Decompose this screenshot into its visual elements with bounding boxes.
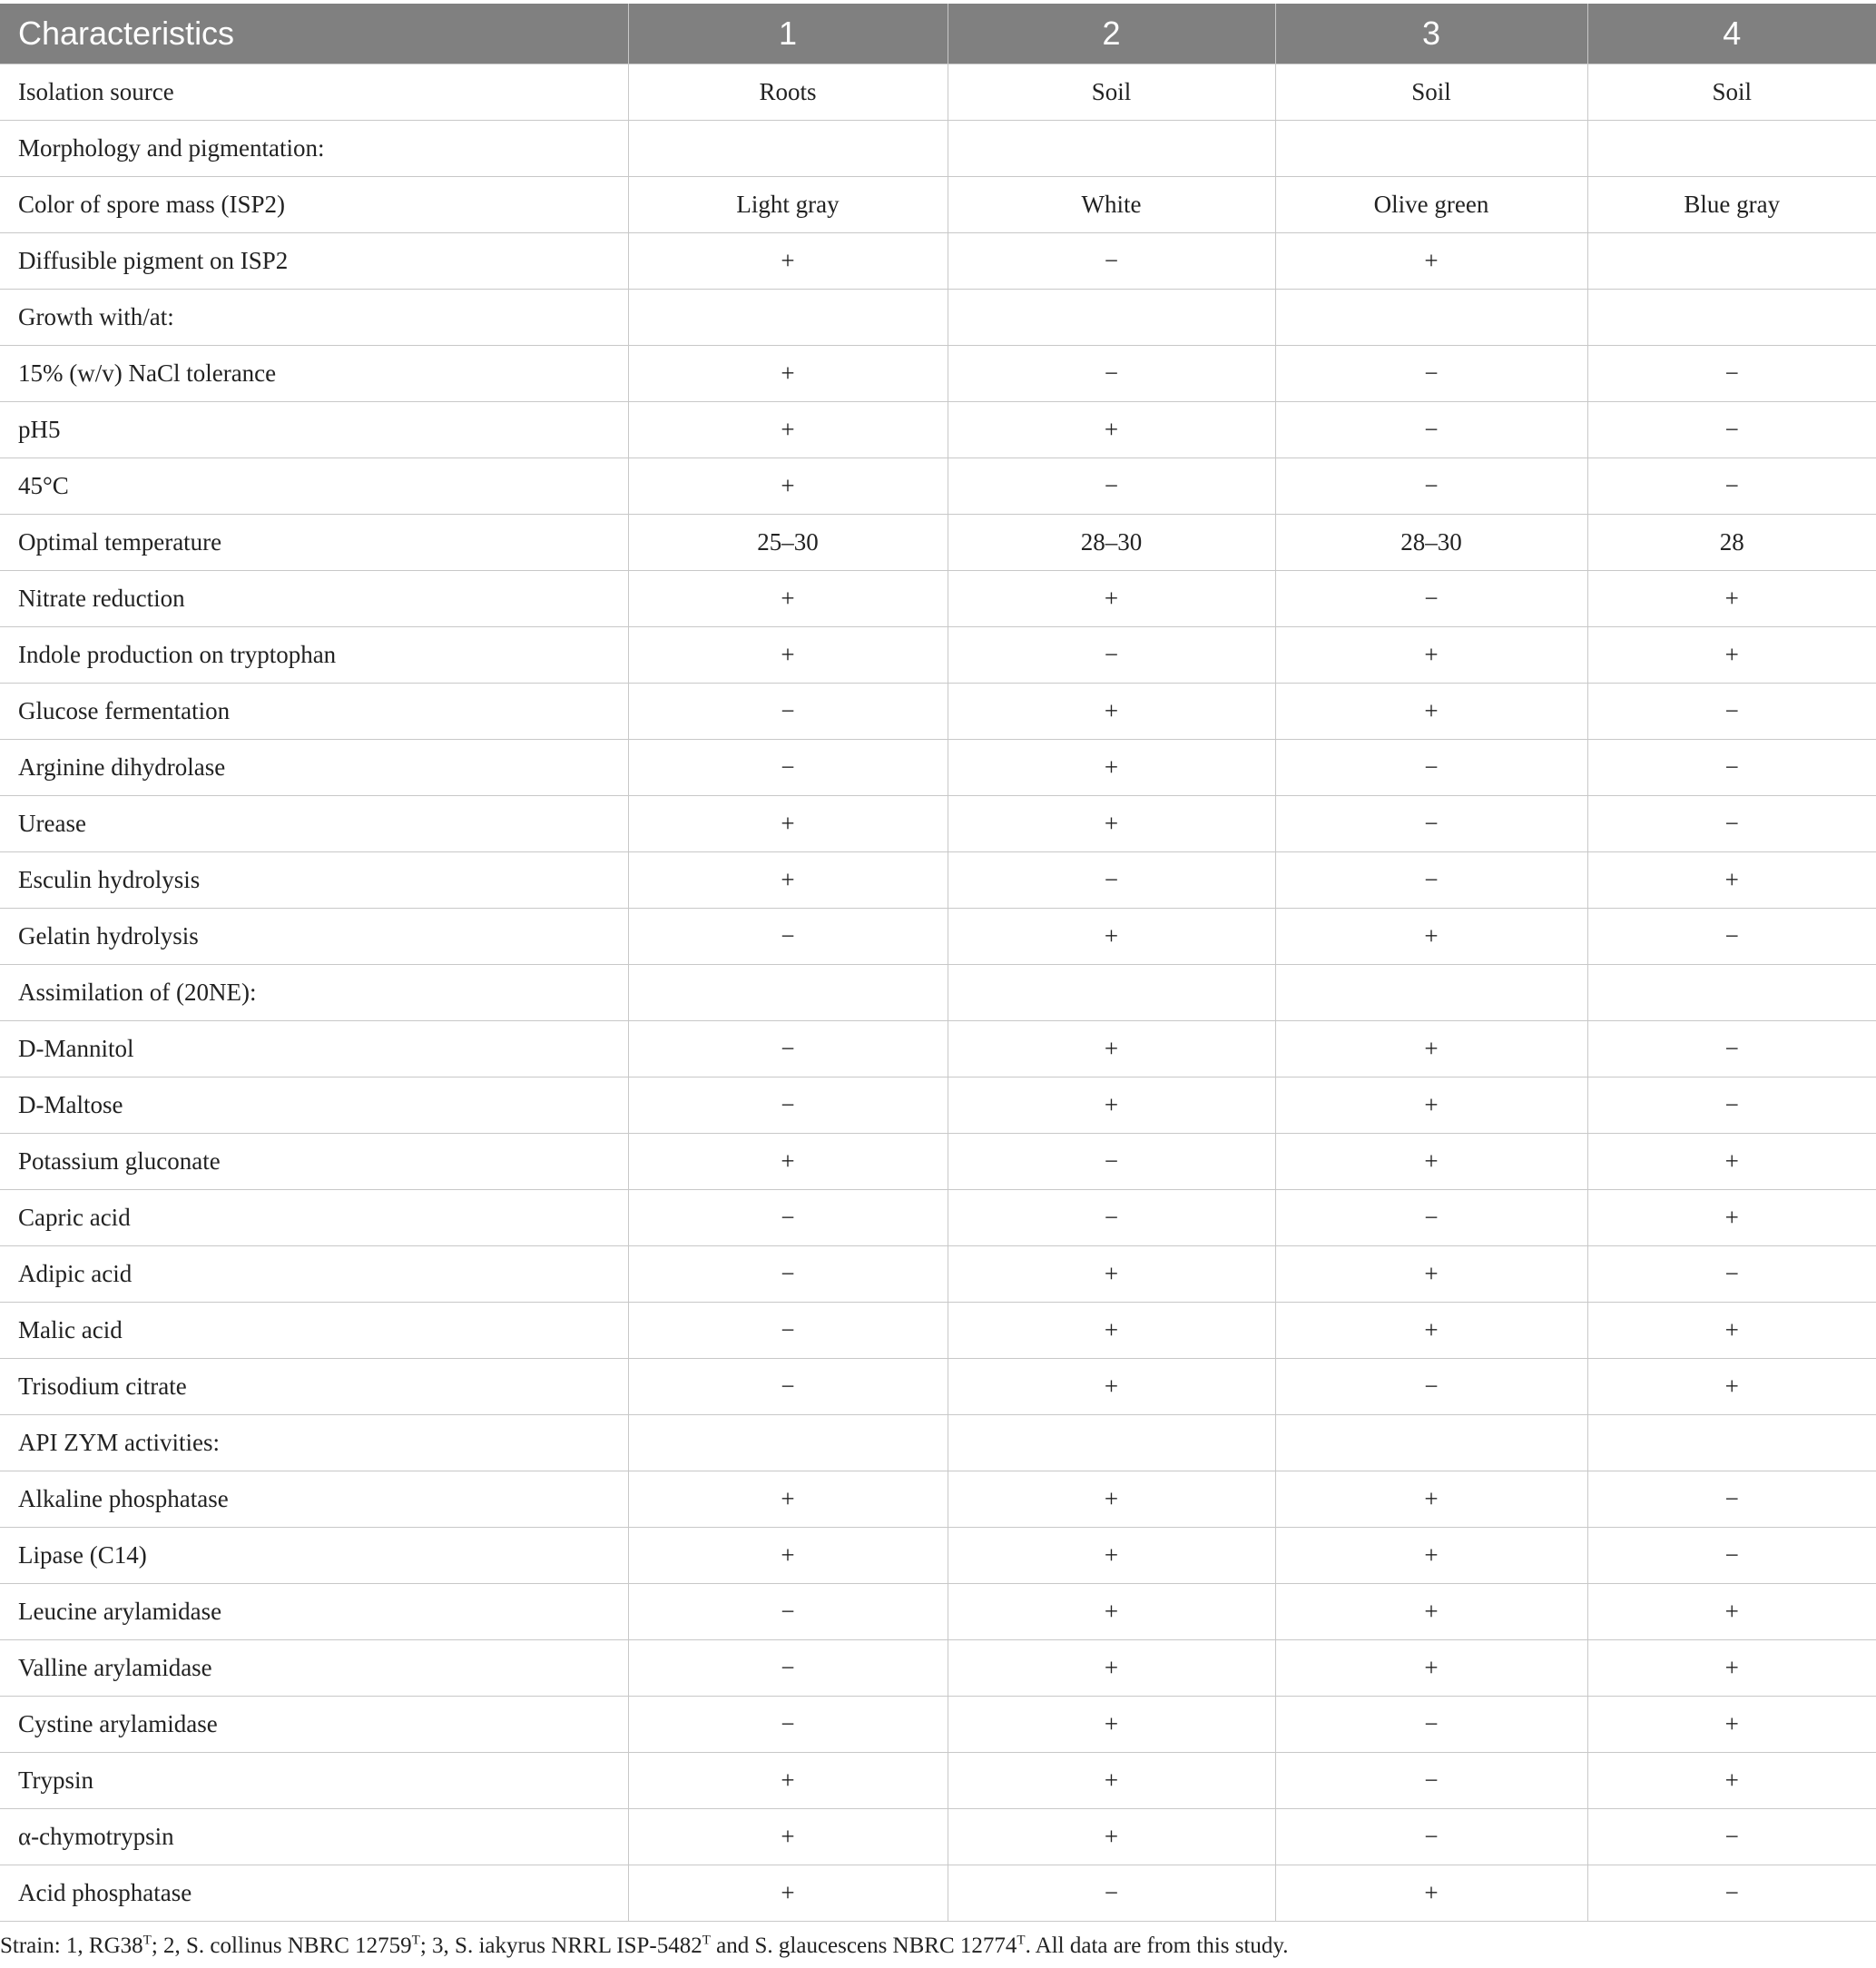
type-strain-mark: T (702, 1933, 711, 1948)
cell-strain-3: + (1275, 1246, 1587, 1303)
cell-strain-1: − (628, 1077, 948, 1134)
cell-strain-3: − (1275, 458, 1587, 515)
table-row (0, 1471, 1876, 1528)
cell-strain-4: − (1587, 1021, 1876, 1077)
table-row (0, 64, 1876, 121)
table-row (0, 1077, 1876, 1134)
cell-characteristic: Growth with/at: (0, 290, 628, 346)
cell-strain-1: − (628, 909, 948, 965)
cell-strain-2: Soil (948, 64, 1275, 121)
cell-strain-1: + (628, 627, 948, 684)
cell-strain-4 (1587, 233, 1876, 290)
cell-strain-4: + (1587, 627, 1876, 684)
cell-strain-2: + (948, 684, 1275, 740)
cell-strain-1: + (628, 1809, 948, 1865)
table-row (0, 233, 1876, 290)
cell-strain-3: + (1275, 1134, 1587, 1190)
cell-strain-1: + (628, 1134, 948, 1190)
cell-strain-4: − (1587, 1865, 1876, 1922)
cell-characteristic: Color of spore mass (ISP2) (0, 177, 628, 233)
cell-strain-4: − (1587, 1471, 1876, 1528)
cell-strain-2: + (948, 1303, 1275, 1359)
cell-strain-3: − (1275, 740, 1587, 796)
cell-strain-3: − (1275, 1753, 1587, 1809)
cell-strain-2 (948, 965, 1275, 1021)
table-row (0, 571, 1876, 627)
table-row (0, 1809, 1876, 1865)
cell-strain-4: Soil (1587, 64, 1876, 121)
cell-strain-1 (628, 290, 948, 346)
cell-strain-1: − (628, 1584, 948, 1640)
table-row (0, 965, 1876, 1021)
cell-strain-4: 28 (1587, 515, 1876, 571)
cell-strain-1: − (628, 1359, 948, 1415)
cell-strain-1: + (628, 346, 948, 402)
cell-characteristic: Cystine arylamidase (0, 1697, 628, 1753)
cell-strain-4: − (1587, 458, 1876, 515)
cell-characteristic: Malic acid (0, 1303, 628, 1359)
cell-strain-4: − (1587, 796, 1876, 852)
cell-strain-2: − (948, 852, 1275, 909)
cell-characteristic: Alkaline phosphatase (0, 1471, 628, 1528)
cell-strain-2: − (948, 458, 1275, 515)
cell-characteristic: Glucose fermentation (0, 684, 628, 740)
cell-strain-1: + (628, 402, 948, 458)
cell-characteristic: Nitrate reduction (0, 571, 628, 627)
cell-characteristic: Acid phosphatase (0, 1865, 628, 1922)
cell-strain-3: − (1275, 1359, 1587, 1415)
cell-strain-3: + (1275, 684, 1587, 740)
cell-strain-1: 25–30 (628, 515, 948, 571)
cell-characteristic: pH5 (0, 402, 628, 458)
cell-strain-4: + (1587, 1640, 1876, 1697)
cell-strain-1: − (628, 1303, 948, 1359)
cell-strain-3: − (1275, 571, 1587, 627)
cell-strain-1: − (628, 1697, 948, 1753)
cell-characteristic: Isolation source (0, 64, 628, 121)
cell-strain-3: Soil (1275, 64, 1587, 121)
table-row (0, 402, 1876, 458)
table-row (0, 1246, 1876, 1303)
cell-strain-1: + (628, 233, 948, 290)
cell-characteristic: Indole production on tryptophan (0, 627, 628, 684)
cell-characteristic: Diffusible pigment on ISP2 (0, 233, 628, 290)
cell-strain-3: Olive green (1275, 177, 1587, 233)
header-cell-strain-2: 2 (948, 4, 1275, 64)
cell-strain-2 (948, 290, 1275, 346)
table-row (0, 1415, 1876, 1471)
cell-characteristic: Capric acid (0, 1190, 628, 1246)
table-row (0, 1303, 1876, 1359)
cell-strain-4: − (1587, 740, 1876, 796)
cell-strain-2: + (948, 571, 1275, 627)
table-row (0, 290, 1876, 346)
cell-strain-2: + (948, 909, 1275, 965)
cell-strain-4: + (1587, 1190, 1876, 1246)
cell-strain-1 (628, 965, 948, 1021)
cell-characteristic: 15% (w/v) NaCl tolerance (0, 346, 628, 402)
footnote-text: and S. glaucescens NBRC 12774 (710, 1934, 1017, 1958)
header-cell-strain-3: 3 (1275, 4, 1587, 64)
cell-strain-1: + (628, 1753, 948, 1809)
cell-strain-2: 28–30 (948, 515, 1275, 571)
cell-strain-2: + (948, 1753, 1275, 1809)
cell-strain-3: + (1275, 1528, 1587, 1584)
cell-characteristic: Potassium gluconate (0, 1134, 628, 1190)
cell-strain-1: + (628, 1471, 948, 1528)
table-row (0, 1753, 1876, 1809)
cell-strain-4 (1587, 290, 1876, 346)
cell-strain-3: + (1275, 1640, 1587, 1697)
cell-characteristic: Lipase (C14) (0, 1528, 628, 1584)
cell-strain-2: − (948, 1134, 1275, 1190)
table-row (0, 740, 1876, 796)
footnote-text: ; 2, S. collinus NBRC 12759 (151, 1934, 412, 1958)
cell-strain-2: − (948, 1190, 1275, 1246)
cell-strain-4: + (1587, 1134, 1876, 1190)
cell-strain-1: + (628, 1865, 948, 1922)
header-cell-strain-1: 1 (628, 4, 948, 64)
cell-strain-4: Blue gray (1587, 177, 1876, 233)
cell-strain-2: − (948, 346, 1275, 402)
table-row (0, 1697, 1876, 1753)
cell-strain-4: + (1587, 1303, 1876, 1359)
cell-characteristic: 45°C (0, 458, 628, 515)
table-footnote (0, 1934, 1289, 1959)
cell-strain-4: + (1587, 1584, 1876, 1640)
cell-characteristic: Valline arylamidase (0, 1640, 628, 1697)
cell-strain-2: − (948, 627, 1275, 684)
cell-strain-2: + (948, 1359, 1275, 1415)
cell-strain-2: + (948, 1697, 1275, 1753)
cell-strain-3: + (1275, 1021, 1587, 1077)
table-row (0, 1584, 1876, 1640)
cell-strain-4: + (1587, 1697, 1876, 1753)
type-strain-mark: T (142, 1933, 152, 1948)
cell-strain-2: + (948, 1246, 1275, 1303)
cell-strain-4: − (1587, 1246, 1876, 1303)
cell-strain-4: + (1587, 571, 1876, 627)
cell-strain-3 (1275, 290, 1587, 346)
cell-strain-3: − (1275, 852, 1587, 909)
cell-strain-2: + (948, 1640, 1275, 1697)
cell-strain-2: + (948, 1584, 1275, 1640)
cell-strain-1: − (628, 1021, 948, 1077)
cell-strain-2: − (948, 1865, 1275, 1922)
table-row (0, 796, 1876, 852)
cell-strain-3: − (1275, 1697, 1587, 1753)
cell-strain-1 (628, 1415, 948, 1471)
table-row (0, 458, 1876, 515)
cell-strain-1: − (628, 1190, 948, 1246)
cell-strain-3 (1275, 965, 1587, 1021)
cell-characteristic: α-chymotrypsin (0, 1809, 628, 1865)
cell-characteristic: Gelatin hydrolysis (0, 909, 628, 965)
cell-strain-2: + (948, 1809, 1275, 1865)
cell-strain-1: + (628, 1528, 948, 1584)
table-row (0, 909, 1876, 965)
cell-characteristic: Trypsin (0, 1753, 628, 1809)
cell-strain-3: + (1275, 1077, 1587, 1134)
type-strain-mark: T (411, 1933, 420, 1948)
cell-strain-2 (948, 1415, 1275, 1471)
table-row (0, 1134, 1876, 1190)
cell-strain-4: + (1587, 1753, 1876, 1809)
cell-strain-1: − (628, 1246, 948, 1303)
cell-strain-4: − (1587, 346, 1876, 402)
cell-characteristic: Leucine arylamidase (0, 1584, 628, 1640)
cell-strain-2: − (948, 233, 1275, 290)
table-row (0, 515, 1876, 571)
table-row (0, 1190, 1876, 1246)
cell-strain-3: − (1275, 1190, 1587, 1246)
cell-strain-1: Roots (628, 64, 948, 121)
cell-strain-3: + (1275, 909, 1587, 965)
cell-characteristic: Assimilation of (20NE): (0, 965, 628, 1021)
table-row (0, 1021, 1876, 1077)
header-cell-characteristics: Characteristics (0, 4, 628, 64)
table-row (0, 177, 1876, 233)
cell-strain-3: + (1275, 627, 1587, 684)
cell-strain-2: + (948, 1528, 1275, 1584)
cell-strain-3: − (1275, 1809, 1587, 1865)
footnote-text: . All data are from this study. (1025, 1934, 1289, 1958)
table-row (0, 1865, 1876, 1922)
table-row (0, 1359, 1876, 1415)
cell-strain-3: + (1275, 1584, 1587, 1640)
table-row (0, 627, 1876, 684)
cell-characteristic: Adipic acid (0, 1246, 628, 1303)
cell-strain-4: + (1587, 1359, 1876, 1415)
cell-strain-3: 28–30 (1275, 515, 1587, 571)
cell-characteristic: Urease (0, 796, 628, 852)
cell-strain-1: + (628, 852, 948, 909)
cell-strain-2: White (948, 177, 1275, 233)
cell-strain-3: + (1275, 1303, 1587, 1359)
cell-strain-4: − (1587, 684, 1876, 740)
cell-strain-1: − (628, 740, 948, 796)
cell-strain-4: + (1587, 852, 1876, 909)
cell-strain-2 (948, 121, 1275, 177)
cell-strain-1: − (628, 1640, 948, 1697)
cell-strain-4: − (1587, 1809, 1876, 1865)
cell-strain-3: − (1275, 346, 1587, 402)
cell-strain-3: + (1275, 1865, 1587, 1922)
cell-strain-1: + (628, 458, 948, 515)
cell-strain-4: − (1587, 402, 1876, 458)
cell-strain-3: + (1275, 233, 1587, 290)
cell-strain-1: − (628, 684, 948, 740)
cell-strain-3: − (1275, 402, 1587, 458)
cell-strain-1 (628, 121, 948, 177)
table-row (0, 684, 1876, 740)
cell-strain-4 (1587, 1415, 1876, 1471)
table-row (0, 852, 1876, 909)
cell-strain-3 (1275, 1415, 1587, 1471)
cell-strain-2: + (948, 1077, 1275, 1134)
characteristics-table (0, 4, 1876, 1922)
cell-characteristic: API ZYM activities: (0, 1415, 628, 1471)
cell-characteristic: Arginine dihydrolase (0, 740, 628, 796)
cell-strain-2: + (948, 1471, 1275, 1528)
table-row (0, 1640, 1876, 1697)
cell-strain-1: + (628, 571, 948, 627)
cell-strain-2: + (948, 402, 1275, 458)
cell-strain-4: − (1587, 909, 1876, 965)
cell-characteristic: Trisodium citrate (0, 1359, 628, 1415)
cell-strain-4 (1587, 121, 1876, 177)
cell-strain-3: − (1275, 796, 1587, 852)
cell-strain-1: Light gray (628, 177, 948, 233)
cell-characteristic: D-Maltose (0, 1077, 628, 1134)
footnote-text: ; 3, S. iakyrus NRRL ISP-5482 (419, 1934, 702, 1958)
cell-strain-4 (1587, 965, 1876, 1021)
table-row (0, 1528, 1876, 1584)
cell-strain-2: + (948, 1021, 1275, 1077)
table-body (0, 64, 1876, 1922)
header-cell-strain-4: 4 (1587, 4, 1876, 64)
type-strain-mark: T (1017, 1933, 1026, 1948)
cell-strain-4: − (1587, 1077, 1876, 1134)
footnote-text: Strain: 1, RG38 (0, 1934, 143, 1958)
table-row (0, 121, 1876, 177)
cell-strain-2: + (948, 796, 1275, 852)
cell-strain-3 (1275, 121, 1587, 177)
header-row (0, 4, 1876, 64)
cell-strain-4: − (1587, 1528, 1876, 1584)
cell-strain-2: + (948, 740, 1275, 796)
cell-characteristic: Optimal temperature (0, 515, 628, 571)
table-row (0, 346, 1876, 402)
cell-characteristic: Esculin hydrolysis (0, 852, 628, 909)
cell-strain-3: + (1275, 1471, 1587, 1528)
cell-strain-1: + (628, 796, 948, 852)
cell-characteristic: D-Mannitol (0, 1021, 628, 1077)
cell-characteristic: Morphology and pigmentation: (0, 121, 628, 177)
